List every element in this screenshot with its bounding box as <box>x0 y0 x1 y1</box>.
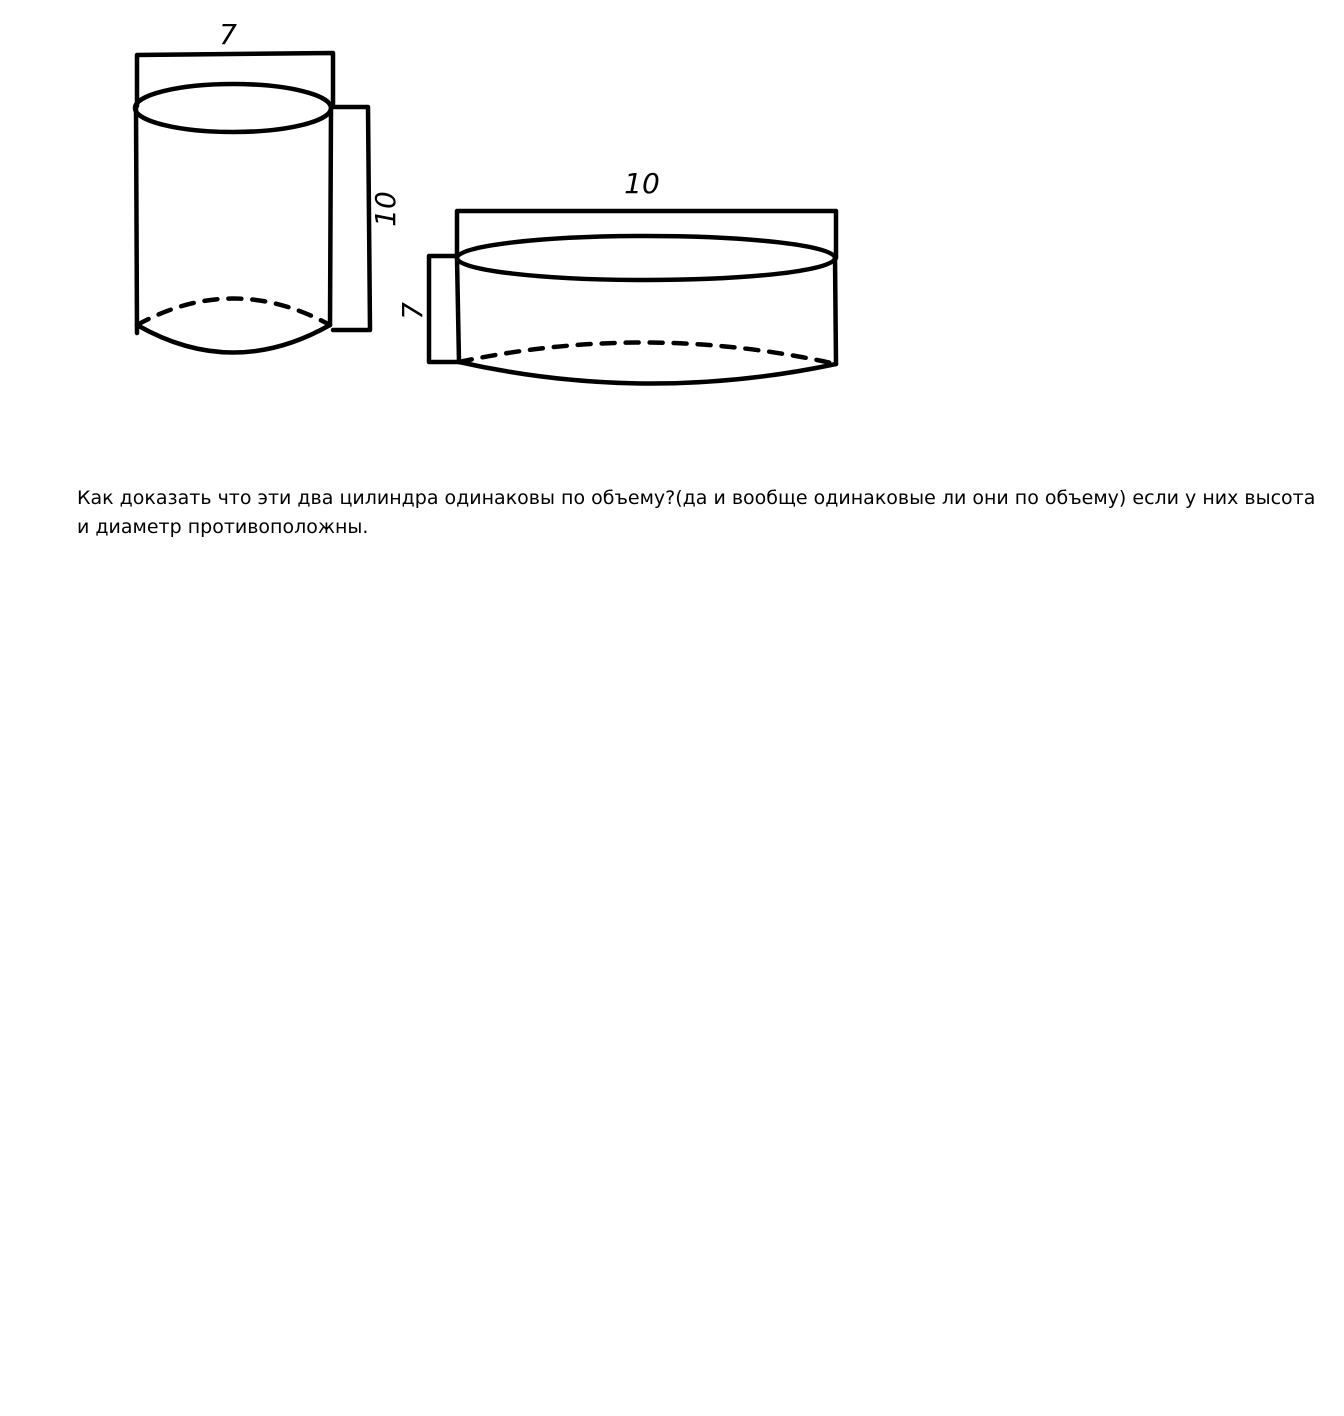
tall-cylinder-bottom-back-arc <box>137 299 330 326</box>
tall-cylinder-height-label: 10 <box>369 191 402 227</box>
wide-cylinder <box>396 167 836 384</box>
tall-cylinder-bottom-front-arc <box>137 325 330 353</box>
tall-cylinder-height-bracket <box>333 107 370 330</box>
tall-cylinder-top-ellipse <box>135 84 331 132</box>
cylinders-drawing <box>0 0 1344 420</box>
wide-cylinder-left-wall <box>457 258 459 362</box>
wide-cylinder-bottom-back-arc <box>459 342 836 364</box>
tall-cylinder-left-wall <box>136 108 137 333</box>
tall-cylinder <box>135 18 402 353</box>
wide-cylinder-right-wall <box>835 258 836 364</box>
tall-cylinder-diameter-label: 7 <box>219 18 237 51</box>
wide-cylinder-bottom-front-arc <box>459 362 836 384</box>
tall-cylinder-right-wall <box>330 108 331 325</box>
wide-cylinder-height-label: 7 <box>396 302 429 320</box>
wide-cylinder-diameter-label: 10 <box>624 167 660 200</box>
wide-cylinder-height-bracket <box>429 256 459 362</box>
wide-cylinder-top-ellipse <box>457 236 835 280</box>
tall-cylinder-diameter-bracket <box>137 53 333 106</box>
question-text: Как доказать что эти два цилиндра одинаковы по объему?(да и вообще одинаковые ли они по объему) если у них высота и диаметр противоположны. <box>77 487 1316 538</box>
